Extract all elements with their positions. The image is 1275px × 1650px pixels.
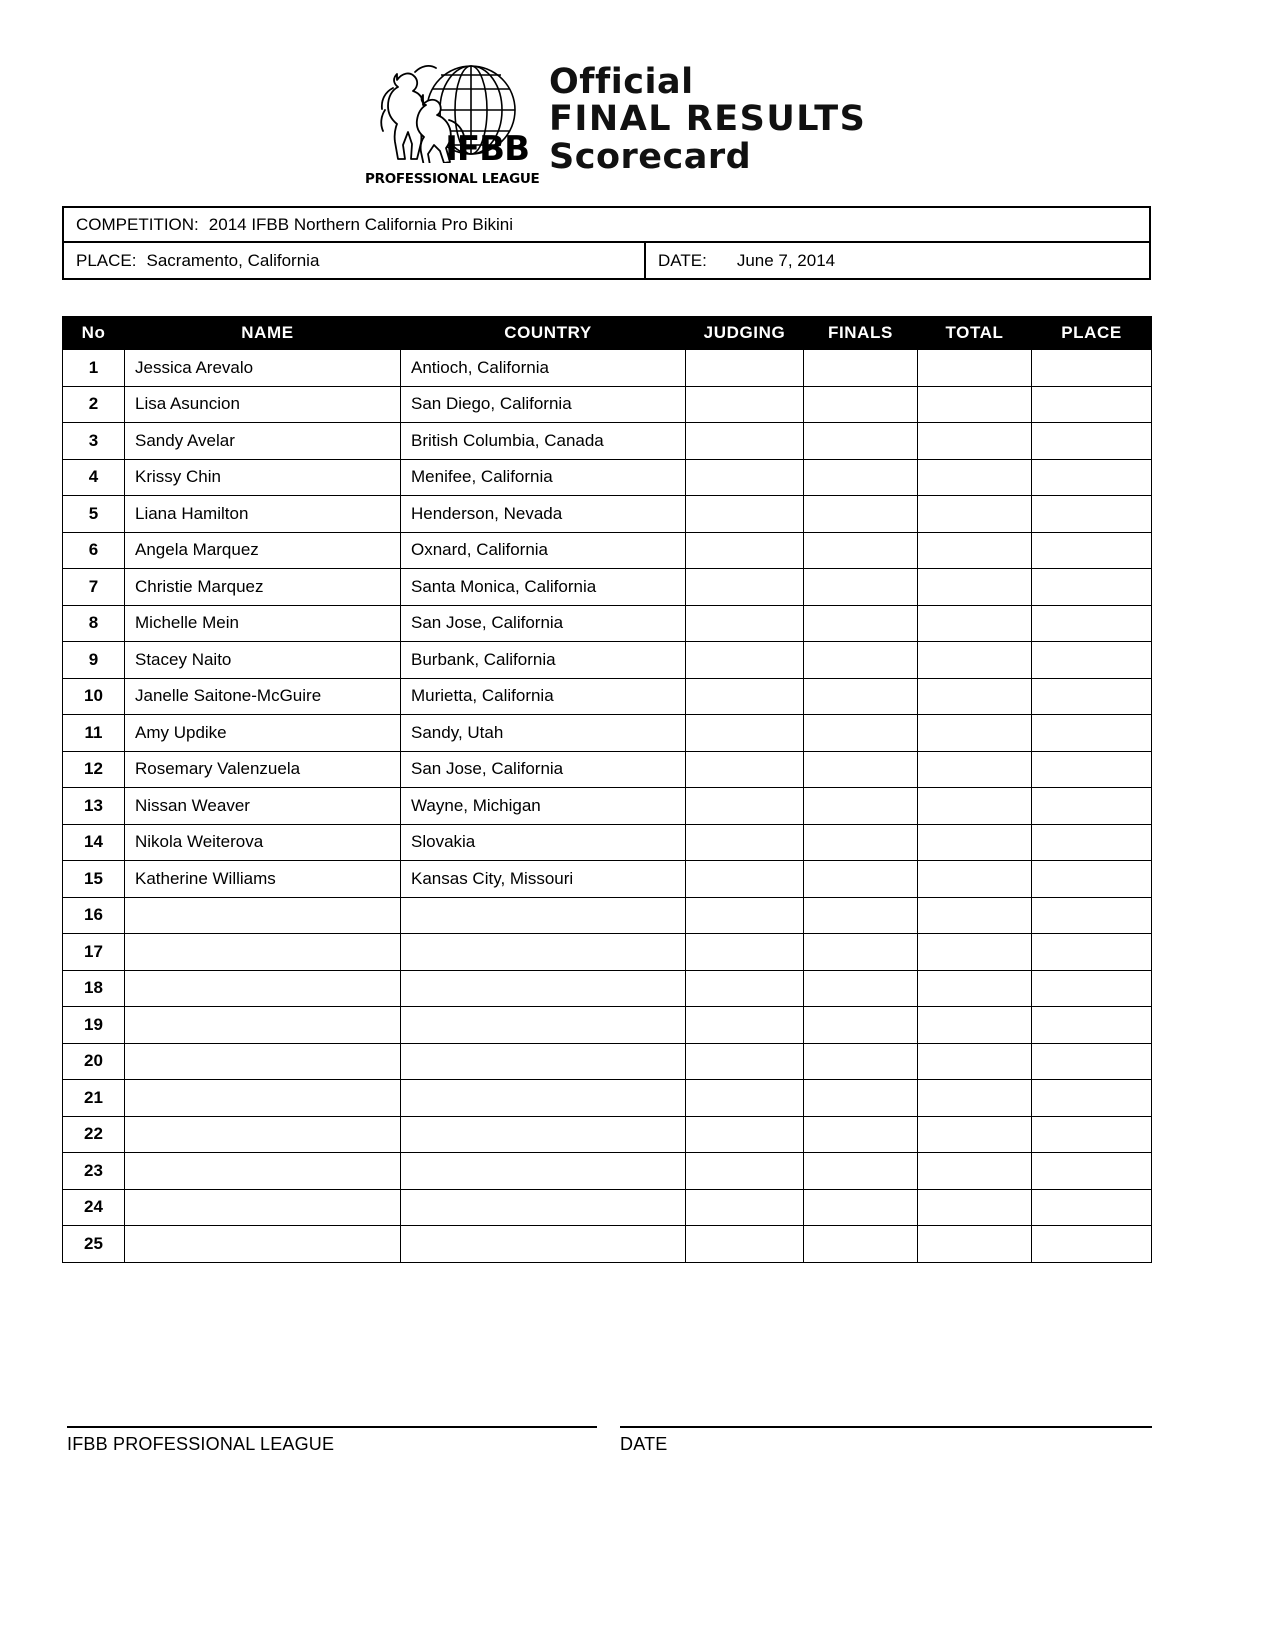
cell-name: [125, 1007, 401, 1044]
cell-total[interactable]: [918, 496, 1032, 533]
cell-country: Wayne, Michigan: [401, 788, 686, 825]
cell-name: Janelle Saitone-McGuire: [125, 678, 401, 715]
cell-total[interactable]: [918, 1226, 1032, 1263]
table-row: [63, 970, 1152, 1007]
cell-country: Menifee, California: [401, 459, 686, 496]
cell-place[interactable]: [1032, 824, 1152, 861]
cell-place[interactable]: [1032, 970, 1152, 1007]
cell-place[interactable]: [1032, 1116, 1152, 1153]
cell-total[interactable]: [918, 1007, 1032, 1044]
cell-name: Christie Marquez: [125, 569, 401, 606]
cell-no: 17: [63, 934, 125, 971]
cell-country: British Columbia, Canada: [401, 423, 686, 460]
table-row: [63, 1226, 1152, 1263]
cell-no: 9: [63, 642, 125, 679]
cell-total[interactable]: [918, 788, 1032, 825]
table-row: [63, 788, 1152, 825]
cell-finals[interactable]: [804, 605, 918, 642]
cell-name: Jessica Arevalo: [125, 350, 401, 387]
cell-name: [125, 1153, 401, 1190]
column-header-country: COUNTRY: [401, 317, 686, 350]
cell-no: 15: [63, 861, 125, 898]
cell-total[interactable]: [918, 1043, 1032, 1080]
cell-total[interactable]: [918, 423, 1032, 460]
cell-place[interactable]: [1032, 459, 1152, 496]
cell-no: 3: [63, 423, 125, 460]
cell-name: Michelle Mein: [125, 605, 401, 642]
cell-total[interactable]: [918, 569, 1032, 606]
place-date-row: [64, 243, 1149, 278]
column-header-judging: JUDGING: [686, 317, 804, 350]
cell-name: Amy Updike: [125, 715, 401, 752]
cell-name: [125, 1226, 401, 1263]
cell-name: Sandy Avelar: [125, 423, 401, 460]
cell-finals[interactable]: [804, 824, 918, 861]
cell-place[interactable]: [1032, 496, 1152, 533]
cell-judging[interactable]: [686, 1226, 804, 1263]
cell-no: 8: [63, 605, 125, 642]
table-row: [63, 897, 1152, 934]
cell-total[interactable]: [918, 678, 1032, 715]
cell-judging[interactable]: [686, 824, 804, 861]
cell-country: Antioch, California: [401, 350, 686, 387]
cell-no: 20: [63, 1043, 125, 1080]
cell-judging[interactable]: [686, 678, 804, 715]
cell-place[interactable]: [1032, 1153, 1152, 1190]
table-row: [63, 751, 1152, 788]
table-row: [63, 532, 1152, 569]
cell-no: 13: [63, 788, 125, 825]
date-value: June 7, 2014: [736, 250, 836, 270]
cell-name: Lisa Asuncion: [125, 386, 401, 423]
results-table-body: [63, 350, 1152, 1263]
cell-place[interactable]: [1032, 1189, 1152, 1226]
cell-place[interactable]: [1032, 532, 1152, 569]
cell-no: 19: [63, 1007, 125, 1044]
cell-judging[interactable]: [686, 532, 804, 569]
cell-no: 1: [63, 350, 125, 387]
table-row: [63, 1007, 1152, 1044]
table-row: [63, 1189, 1152, 1226]
table-row: [63, 496, 1152, 533]
cell-judging[interactable]: [686, 350, 804, 387]
cell-name: Katherine Williams: [125, 861, 401, 898]
signature-area: [62, 1426, 1152, 1486]
table-row: [63, 386, 1152, 423]
cell-no: 2: [63, 386, 125, 423]
cell-total[interactable]: [918, 1189, 1032, 1226]
cell-country: Slovakia: [401, 824, 686, 861]
competition-label: COMPETITION:: [76, 214, 199, 234]
cell-judging[interactable]: [686, 897, 804, 934]
cell-no: 10: [63, 678, 125, 715]
cell-place[interactable]: [1032, 605, 1152, 642]
cell-total[interactable]: [918, 897, 1032, 934]
cell-finals[interactable]: [804, 1080, 918, 1117]
signature-label-league: IFBB PROFESSIONAL LEAGUE: [67, 1434, 335, 1454]
cell-total[interactable]: [918, 861, 1032, 898]
cell-place[interactable]: [1032, 1226, 1152, 1263]
cell-country: [401, 970, 686, 1007]
signature-label-date: DATE: [620, 1434, 668, 1454]
competition-info-box: [62, 206, 1151, 280]
cell-name: [125, 1043, 401, 1080]
table-row: [63, 678, 1152, 715]
table-row: [63, 934, 1152, 971]
results-header-row: [63, 317, 1152, 350]
cell-name: [125, 1189, 401, 1226]
cell-country: Oxnard, California: [401, 532, 686, 569]
cell-judging[interactable]: [686, 496, 804, 533]
cell-no: 6: [63, 532, 125, 569]
cell-no: 5: [63, 496, 125, 533]
cell-total[interactable]: [918, 605, 1032, 642]
cell-judging[interactable]: [686, 642, 804, 679]
cell-finals[interactable]: [804, 1189, 918, 1226]
column-header-place: PLACE: [1032, 317, 1152, 350]
cell-total[interactable]: [918, 532, 1032, 569]
cell-finals[interactable]: [804, 897, 918, 934]
cell-judging[interactable]: [686, 605, 804, 642]
cell-no: 7: [63, 569, 125, 606]
cell-finals[interactable]: [804, 1007, 918, 1044]
cell-name: Rosemary Valenzuela: [125, 751, 401, 788]
cell-name: Stacey Naito: [125, 642, 401, 679]
cell-finals[interactable]: [804, 678, 918, 715]
cell-place[interactable]: [1032, 788, 1152, 825]
cell-finals[interactable]: [804, 1116, 918, 1153]
cell-finals[interactable]: [804, 715, 918, 752]
cell-country: [401, 897, 686, 934]
cell-country: [401, 1007, 686, 1044]
cell-name: Nissan Weaver: [125, 788, 401, 825]
cell-judging[interactable]: [686, 788, 804, 825]
cell-country: Henderson, Nevada: [401, 496, 686, 533]
table-row: [63, 423, 1152, 460]
column-header-total: TOTAL: [918, 317, 1032, 350]
cell-judging[interactable]: [686, 861, 804, 898]
title-line-scorecard: Scorecard: [549, 136, 752, 177]
cell-name: [125, 934, 401, 971]
cell-judging[interactable]: [686, 423, 804, 460]
cell-total[interactable]: [918, 1080, 1032, 1117]
cell-country: Sandy, Utah: [401, 715, 686, 752]
cell-country: [401, 1189, 686, 1226]
cell-finals[interactable]: [804, 1153, 918, 1190]
results-table: [62, 316, 1152, 1263]
table-row: [63, 715, 1152, 752]
cell-place[interactable]: [1032, 1007, 1152, 1044]
cell-no: 18: [63, 970, 125, 1007]
cell-name: [125, 1080, 401, 1117]
logo-ifbb-wordmark: IFBB: [445, 129, 529, 169]
cell-name: [125, 897, 401, 934]
cell-finals[interactable]: [804, 1226, 918, 1263]
cell-country: Burbank, California: [401, 642, 686, 679]
cell-judging[interactable]: [686, 970, 804, 1007]
table-row: [63, 1080, 1152, 1117]
cell-judging[interactable]: [686, 1189, 804, 1226]
cell-place[interactable]: [1032, 934, 1152, 971]
table-row: [63, 350, 1152, 387]
cell-country: Murietta, California: [401, 678, 686, 715]
cell-judging[interactable]: [686, 751, 804, 788]
title-line-official: Official: [549, 62, 694, 102]
place-label: PLACE:: [76, 250, 137, 270]
table-row: [63, 1043, 1152, 1080]
cell-finals[interactable]: [804, 861, 918, 898]
cell-place[interactable]: [1032, 897, 1152, 934]
cell-no: 16: [63, 897, 125, 934]
cell-no: 24: [63, 1189, 125, 1226]
cell-judging[interactable]: [686, 1007, 804, 1044]
cell-judging[interactable]: [686, 569, 804, 606]
cell-judging[interactable]: [686, 1080, 804, 1117]
logo-league-wordmark: PROFESSIONAL LEAGUE: [365, 170, 540, 187]
cell-judging[interactable]: [686, 1153, 804, 1190]
cell-country: Santa Monica, California: [401, 569, 686, 606]
document-header: [363, 58, 923, 198]
cell-place[interactable]: [1032, 715, 1152, 752]
cell-no: 25: [63, 1226, 125, 1263]
cell-country: [401, 1153, 686, 1190]
cell-name: Krissy Chin: [125, 459, 401, 496]
cell-country: [401, 1226, 686, 1263]
cell-place[interactable]: [1032, 1080, 1152, 1117]
cell-place[interactable]: [1032, 861, 1152, 898]
cell-place[interactable]: [1032, 386, 1152, 423]
cell-place[interactable]: [1032, 642, 1152, 679]
signature-line-date: [620, 1426, 1152, 1428]
cell-country: [401, 1116, 686, 1153]
cell-place[interactable]: [1032, 678, 1152, 715]
cell-judging[interactable]: [686, 934, 804, 971]
competition-value: 2014 IFBB Northern California Pro Bikini: [208, 214, 514, 234]
cell-name: [125, 970, 401, 1007]
cell-country: San Jose, California: [401, 605, 686, 642]
cell-finals[interactable]: [804, 532, 918, 569]
cell-finals[interactable]: [804, 1043, 918, 1080]
cell-name: [125, 1116, 401, 1153]
column-header-finals: FINALS: [804, 317, 918, 350]
cell-place[interactable]: [1032, 1043, 1152, 1080]
table-row: [63, 861, 1152, 898]
cell-country: San Jose, California: [401, 751, 686, 788]
cell-country: Kansas City, Missouri: [401, 861, 686, 898]
cell-finals[interactable]: [804, 569, 918, 606]
table-row: [63, 824, 1152, 861]
table-row: [63, 642, 1152, 679]
cell-no: 11: [63, 715, 125, 752]
cell-total[interactable]: [918, 459, 1032, 496]
table-row: [63, 459, 1152, 496]
place-cell: [64, 243, 644, 278]
cell-name: Angela Marquez: [125, 532, 401, 569]
cell-name: Nikola Weiterova: [125, 824, 401, 861]
cell-country: [401, 1080, 686, 1117]
cell-finals[interactable]: [804, 970, 918, 1007]
date-cell: [644, 243, 1149, 278]
cell-name: Liana Hamilton: [125, 496, 401, 533]
cell-total[interactable]: [918, 642, 1032, 679]
cell-total[interactable]: [918, 386, 1032, 423]
cell-no: 21: [63, 1080, 125, 1117]
competition-row: [64, 208, 1149, 243]
ifbb-logo: [363, 58, 540, 188]
column-header-name: NAME: [125, 317, 401, 350]
document-title: [549, 58, 866, 176]
table-row: [63, 1153, 1152, 1190]
cell-finals[interactable]: [804, 386, 918, 423]
cell-country: [401, 1043, 686, 1080]
title-line-final-results: FINAL RESULTS: [549, 99, 867, 140]
cell-no: 22: [63, 1116, 125, 1153]
cell-finals[interactable]: [804, 751, 918, 788]
cell-judging[interactable]: [686, 1043, 804, 1080]
cell-judging[interactable]: [686, 386, 804, 423]
cell-finals[interactable]: [804, 496, 918, 533]
cell-total[interactable]: [918, 350, 1032, 387]
results-table-head: [63, 317, 1152, 350]
column-header-no: No: [63, 317, 125, 350]
cell-country: [401, 934, 686, 971]
cell-total[interactable]: [918, 715, 1032, 752]
cell-total[interactable]: [918, 1116, 1032, 1153]
cell-finals[interactable]: [804, 350, 918, 387]
cell-finals[interactable]: [804, 788, 918, 825]
cell-finals[interactable]: [804, 423, 918, 460]
cell-finals[interactable]: [804, 934, 918, 971]
cell-place[interactable]: [1032, 569, 1152, 606]
cell-finals[interactable]: [804, 459, 918, 496]
cell-place[interactable]: [1032, 751, 1152, 788]
cell-judging[interactable]: [686, 715, 804, 752]
competition-cell: [64, 208, 1149, 241]
table-row: [63, 569, 1152, 606]
cell-no: 14: [63, 824, 125, 861]
cell-total[interactable]: [918, 1153, 1032, 1190]
cell-country: San Diego, California: [401, 386, 686, 423]
cell-no: 12: [63, 751, 125, 788]
date-label: DATE:: [658, 250, 707, 270]
signature-line-league: [67, 1426, 597, 1428]
cell-place[interactable]: [1032, 423, 1152, 460]
table-row: [63, 605, 1152, 642]
cell-total[interactable]: [918, 824, 1032, 861]
cell-judging[interactable]: [686, 1116, 804, 1153]
cell-no: 4: [63, 459, 125, 496]
cell-judging[interactable]: [686, 459, 804, 496]
place-value: Sacramento, California: [146, 250, 320, 270]
cell-total[interactable]: [918, 751, 1032, 788]
cell-finals[interactable]: [804, 642, 918, 679]
table-row: [63, 1116, 1152, 1153]
cell-total[interactable]: [918, 970, 1032, 1007]
cell-no: 23: [63, 1153, 125, 1190]
cell-place[interactable]: [1032, 350, 1152, 387]
cell-total[interactable]: [918, 934, 1032, 971]
